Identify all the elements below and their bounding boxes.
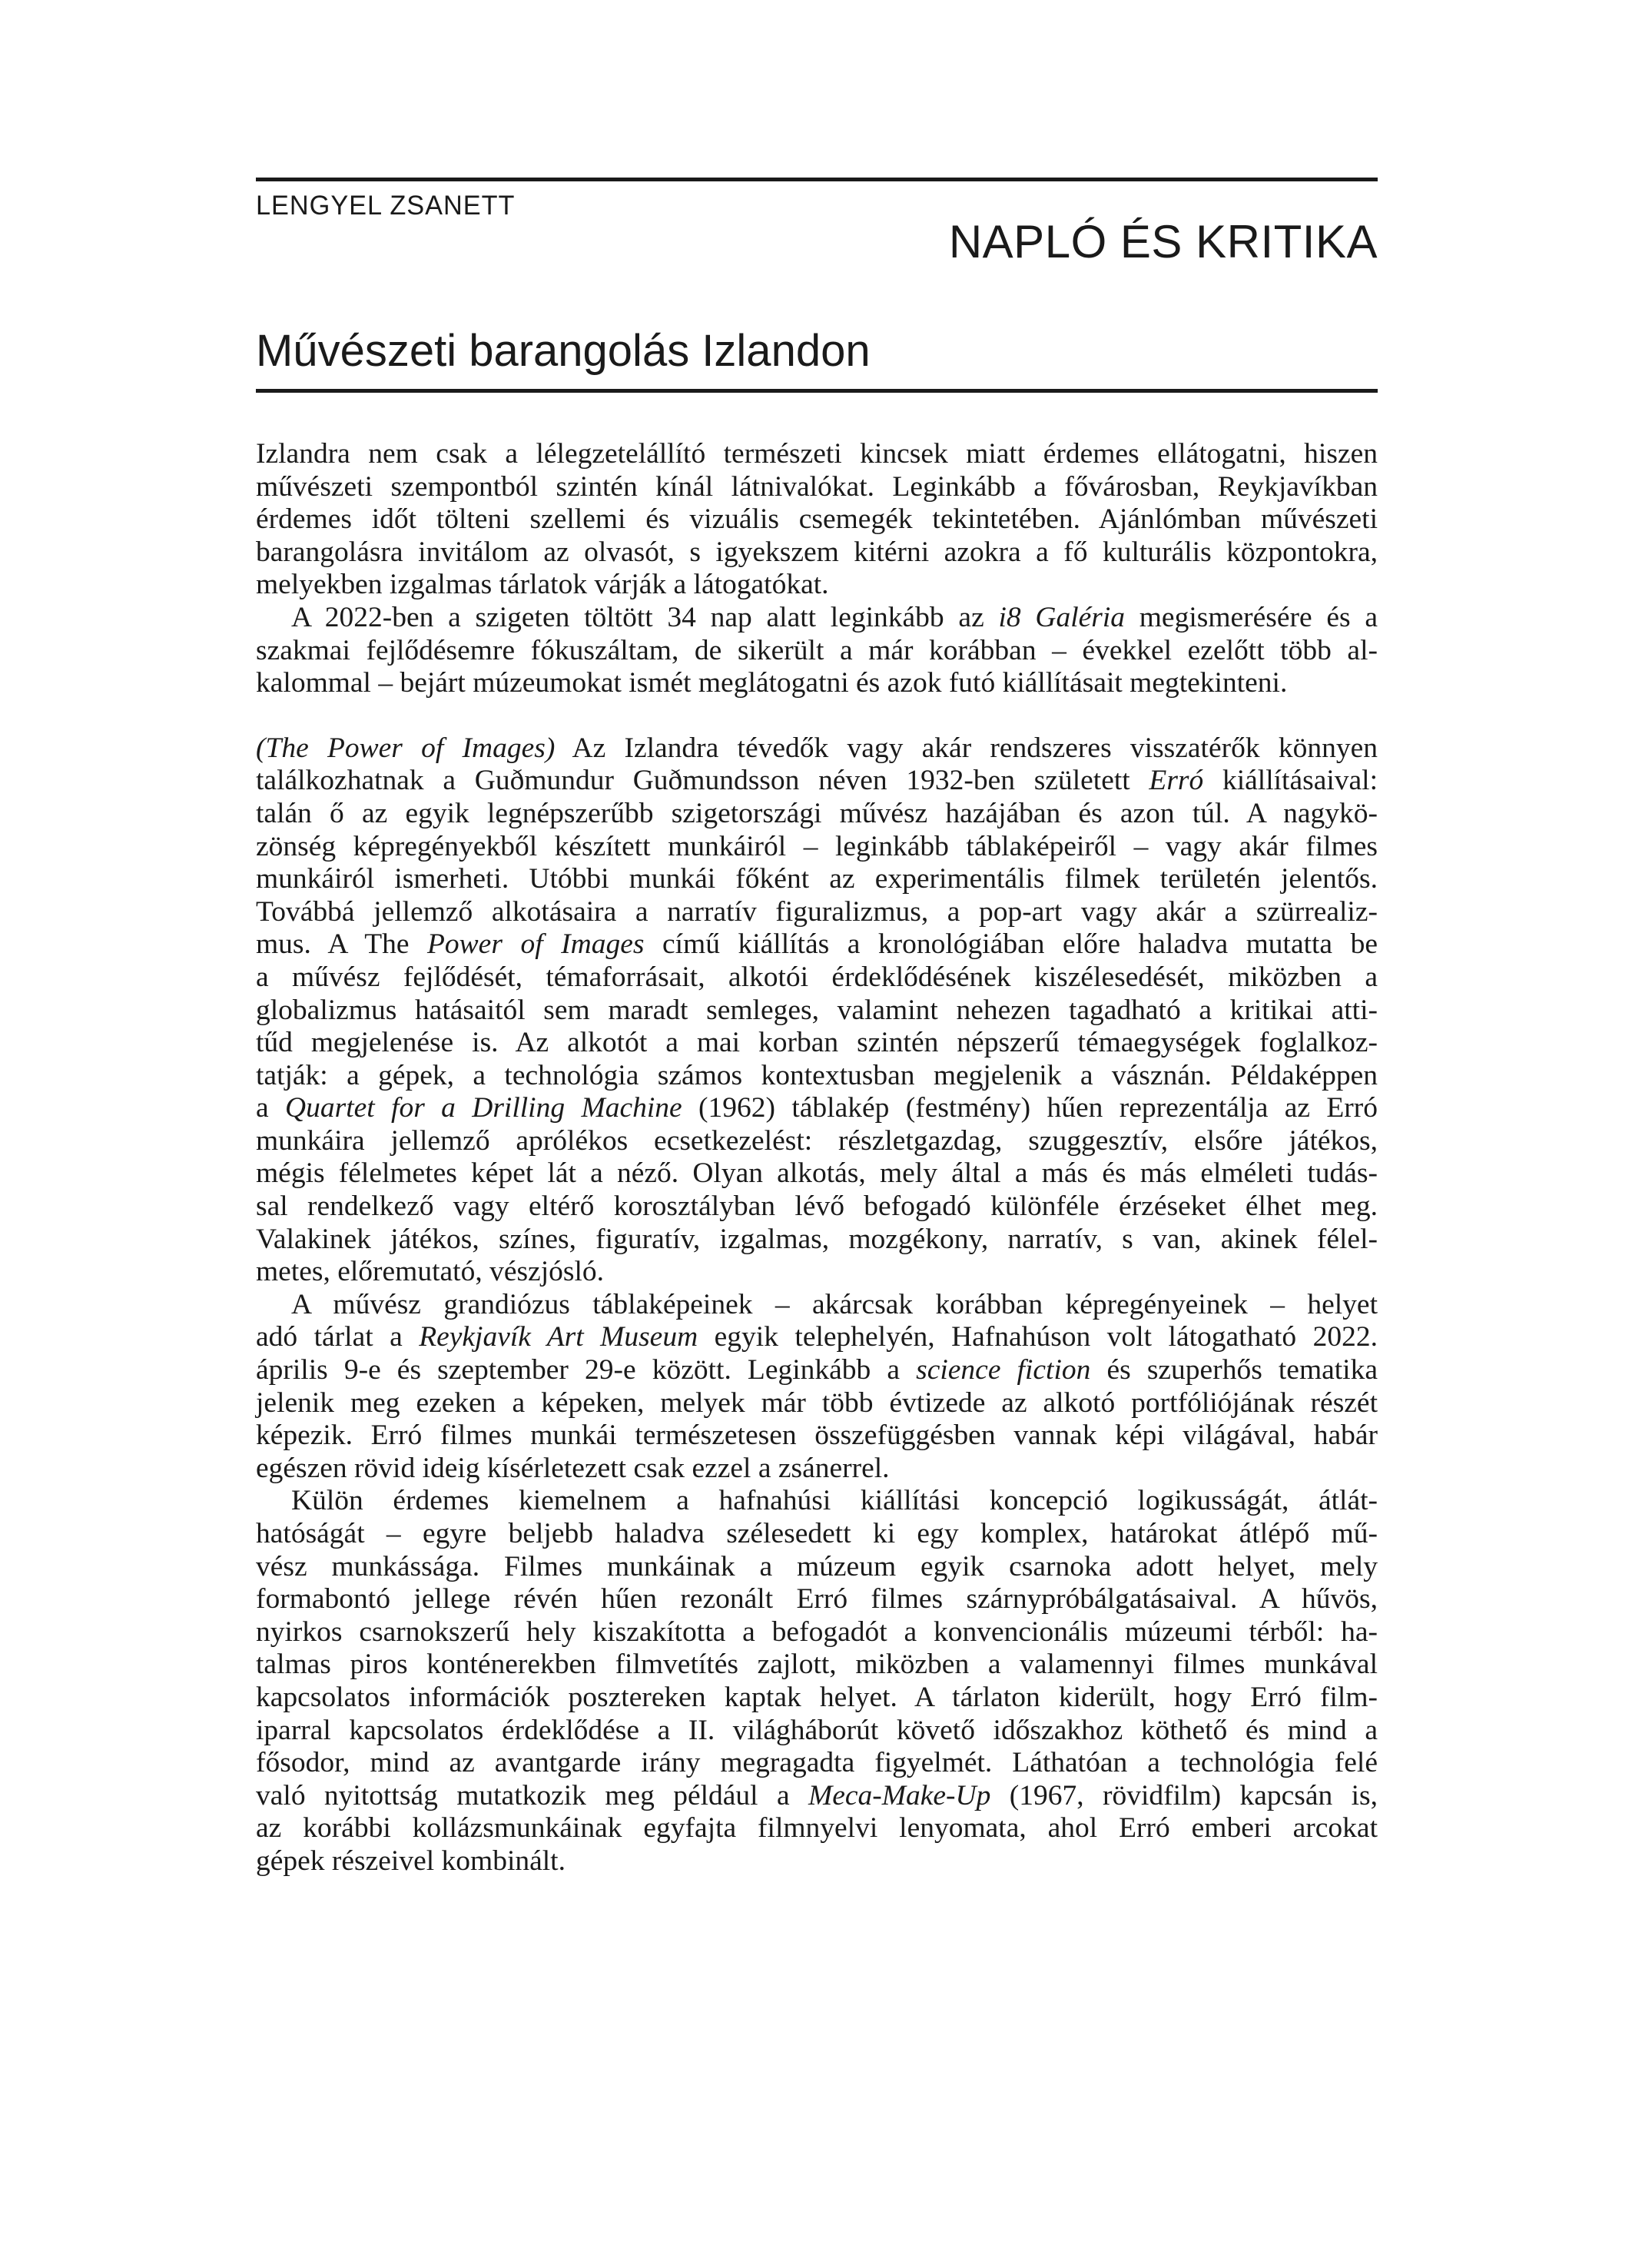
text-line: Továbbá jellemző alkotásaira a narratív figuralizmus, a pop-art vagy akár a szürrealiz- <box>256 895 1378 928</box>
text-line: való nyitottság mutatkozik meg például a Meca-Make-Up (1967, rövidfilm) kapcsán is, <box>256 1779 1378 1811</box>
text-line: (The Power of Images) Az Izlandra tévedők vagy akár rendszeres visszatérők könnyen <box>256 732 1378 764</box>
text-line: Külön érdemes kiemelnem a hafnahúsi kiállítási koncepció logikusságát, átlát- <box>291 1485 1378 1517</box>
text-line: nyirkos csarnokszerű hely kiszakította a befogadót a konvencionális múzeumi térből: ha- <box>256 1615 1378 1648</box>
text-line: talán ő az egyik legnépszerűbb szigetországi művész hazájában és azon túl. A nagykö- <box>256 797 1378 829</box>
text-line: érdemes időt tölteni szellemi és vizuális csemegék tekintetében. Ajánlómban művészeti <box>256 503 1378 536</box>
text-line: hatóságát – egyre beljebb haladva szélesedett ki egy komplex, határokat átlépő mű- <box>256 1518 1378 1549</box>
text-line: formabontó jellege révén hűen rezonált Erró filmes szárnypróbálgatásaival. A hűvös, <box>256 1583 1378 1615</box>
text-line: fősodor, mind az avantgarde irány megragadta figyelmét. Láthatóan a technológia felé <box>256 1747 1378 1779</box>
text-line: Valakinek játékos, színes, figuratív, izgalmas, mozgékony, narratív, s van, akinek félel- <box>256 1223 1378 1255</box>
title-bottom-rule <box>256 389 1378 393</box>
italic-title: science fiction <box>916 1354 1091 1386</box>
section-heading: NAPLÓ ÉS KRITIKA <box>948 216 1378 267</box>
text-line: melyekben izgalmas tárlatok várják a látogatókat. <box>256 569 829 601</box>
text-line: Izlandra nem csak a lélegzetelállító természeti kincsek miatt érdemes ellátogatni, hiszen <box>256 438 1378 470</box>
paragraph <box>256 1289 1378 1486</box>
text-line: kapcsolatos információk posztereken kaptak helyet. A tárlaton kiderült, hogy Erró film- <box>256 1681 1378 1713</box>
paragraph <box>256 438 1378 602</box>
text-line: egészen rövid ideig kísérletezett csak ezzel a zsánerrel. <box>256 1452 890 1484</box>
text-line: jelenik meg ezeken a képeken, melyek már több évtizede az alkotó portfóliójának részét <box>256 1386 1378 1419</box>
text-line: az korábbi kollázsmunkáinak egyfajta filmnyelvi lenyomata, ahol Erró emberi arcokat <box>256 1812 1378 1845</box>
text-line: munkáira jellemző aprólékos ecsetkezelést: részletgazdag, szuggesztív, elsőre játékos, <box>256 1124 1378 1157</box>
italic-title: (The Power of Images) <box>256 732 556 764</box>
italic-title: Reykjavík Art Museum <box>419 1321 698 1353</box>
text-line: vész munkássága. Filmes munkáinak a múzeum egyik csarnoka adott helyet, mely <box>256 1550 1378 1582</box>
text-line: találkozhatnak a Guðmundur Guðmundsson néven 1932-ben született Erró kiállításaival: <box>256 765 1378 797</box>
text-line: képezik. Erró filmes munkái természetesen összefüggésben vannak képi világával, habár <box>256 1420 1378 1452</box>
article-title: Művészeti barangolás Izlandon <box>256 326 871 376</box>
text-line: kalommal – bejárt múzeumokat ismét meglátogatni és azok futó kiállításait megtekinteni. <box>256 667 1288 699</box>
text-line: tűd megjelenése is. Az alkotót a mai korban szintén népszerű témaegységek foglalkoz- <box>256 1027 1378 1059</box>
italic-title: Quartet for a Drilling Machine <box>285 1092 682 1124</box>
author-name: LENGYEL ZSANETT <box>256 191 516 221</box>
text-line: gépek részeivel kombinált. <box>256 1845 566 1877</box>
text-line: globalizmus hatásaitól sem maradt semleges, valamint nehezen tagadható a kritikai atti- <box>256 994 1378 1026</box>
text-line: A művész grandiózus táblaképeinek – akárcsak korábban képregényeinek – helyet <box>291 1288 1378 1320</box>
text-line: sal rendelkező vagy eltérő korosztályban lévő befogadó különféle érzéseket élhet meg. <box>256 1190 1378 1223</box>
header-top-rule <box>256 178 1378 181</box>
text-line: a Quartet for a Drilling Machine (1962) táblakép (festmény) hűen reprezentálja az Erró <box>256 1092 1378 1124</box>
text-line: barangolásra invitálom az olvasót, s igyekszem kitérni azokra a fő kulturális központokra, <box>256 536 1378 568</box>
text-line: mus. A The Power of Images című kiállítás a kronológiában előre haladva mutatta be <box>256 928 1378 961</box>
italic-title: Power of Images <box>427 928 645 961</box>
text-line: talmas piros konténerekben filmvetítés zajlott, miközben a valamennyi filmes munkával <box>256 1649 1378 1681</box>
italic-title: Erró <box>1149 765 1204 797</box>
italic-title: Meca-Make-Up <box>808 1779 991 1811</box>
text-line: mégis félelmetes képet lát a néző. Olyan alkotás, mely által a más és más elméleti tudás- <box>256 1157 1378 1190</box>
paragraph <box>256 1485 1378 1878</box>
paragraph <box>256 602 1378 700</box>
text-line: adó tárlat a Reykjavík Art Museum egyik telephelyén, Hafnahúson volt látogatható 2022. <box>256 1321 1378 1353</box>
paragraph <box>256 732 1378 1289</box>
text-line: metes, előremutató, vészjósló. <box>256 1256 605 1288</box>
text-line: a művész fejlődését, témaforrásait, alkotói érdeklődésének kiszélesedését, miközben a <box>256 961 1378 993</box>
text-line: A 2022-ben a szigeten töltött 34 nap alatt leginkább az i8 Galéria megismerésére és a <box>291 601 1378 633</box>
text-line: művészeti szempontból szintén kínál látnivalókat. Leginkább a fővárosban, Reykjavíkban <box>256 470 1378 503</box>
italic-title: i8 Galéria <box>998 601 1126 633</box>
text-line: április 9-e és szeptember 29-e között. Leginkább a science fiction és szuperhős tematika <box>256 1354 1378 1386</box>
text-line: munkáiról ismerheti. Utóbbi munkái főként az experimentális filmek területén jelentős. <box>256 863 1378 895</box>
text-line: tatják: a gépek, a technológia számos kontextusban megjelenik a vásznán. Példaképpen <box>256 1059 1378 1091</box>
text-line: zönség képregényekből készített munkáiról – leginkább táblaképeiről – vagy akár filmes <box>256 830 1378 862</box>
article-body <box>256 438 1378 1878</box>
text-line: szakmai fejlődésemre fókuszáltam, de sikerült a már korábban – évekkel ezelőtt több al- <box>256 634 1378 666</box>
text-line: iparral kapcsolatos érdeklődése a II. világháborút követő időszakhoz köthető és mind a <box>256 1714 1378 1746</box>
